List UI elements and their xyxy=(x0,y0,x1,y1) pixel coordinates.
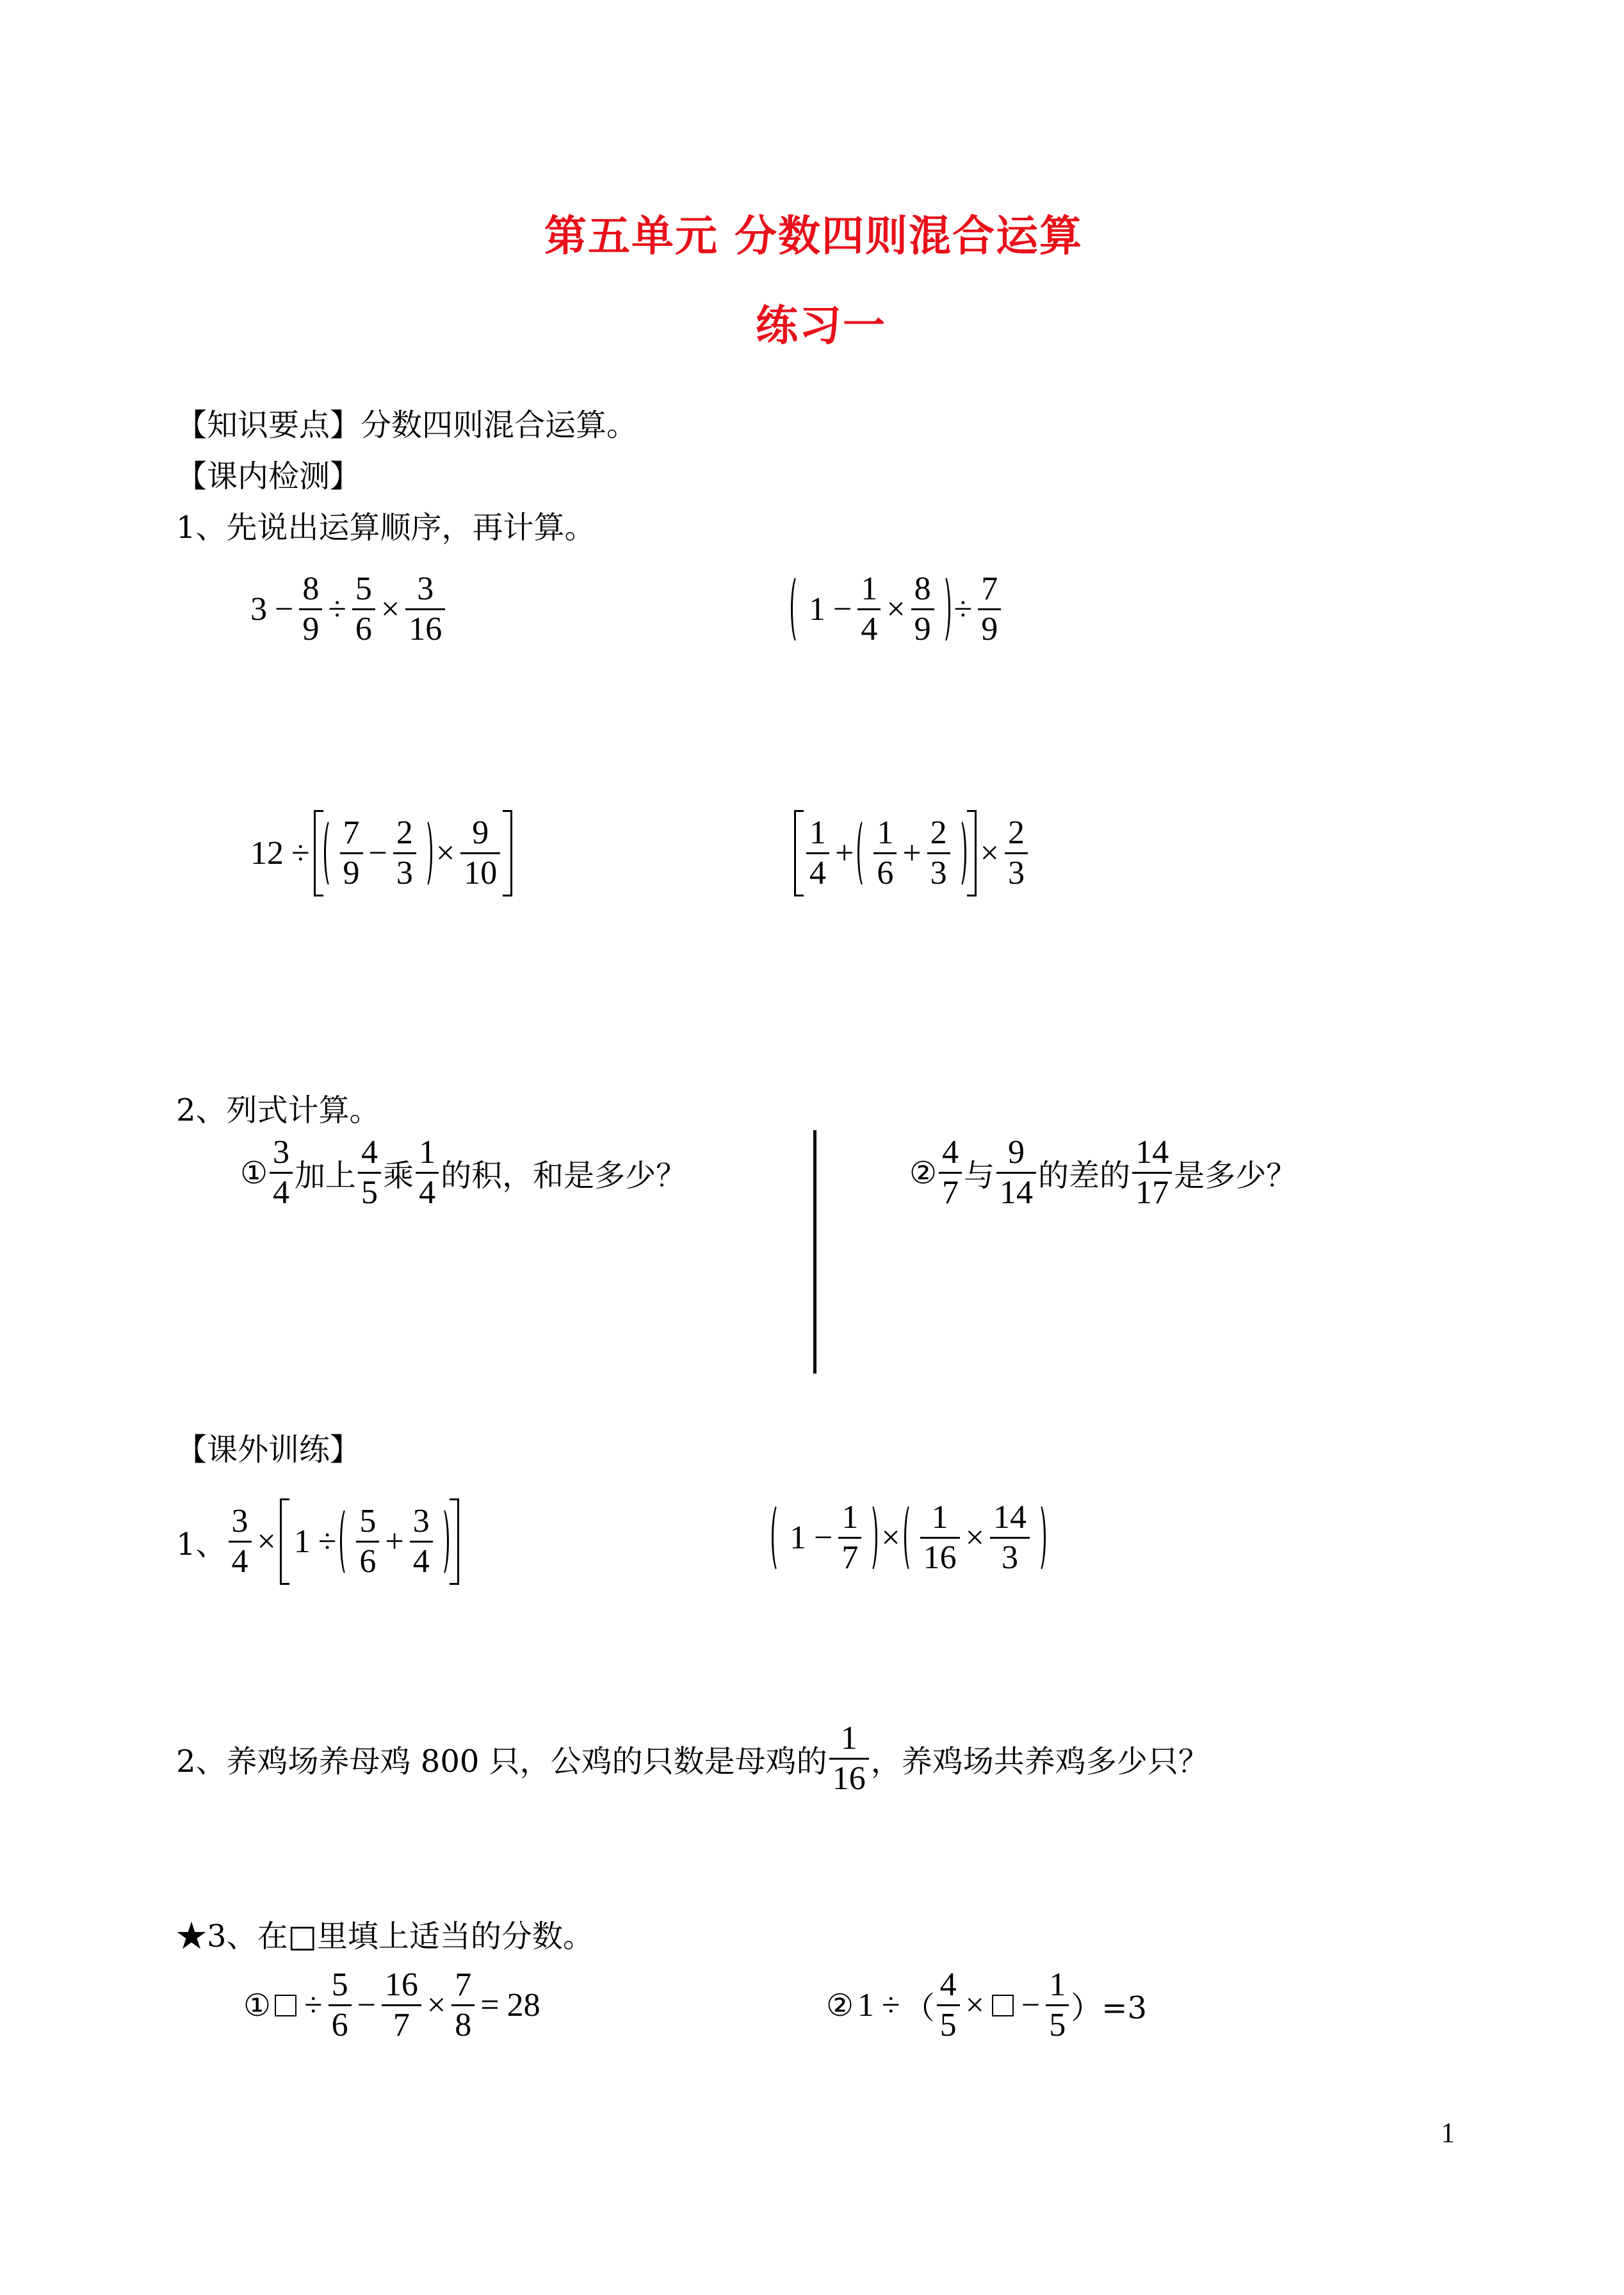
fraction xyxy=(356,1502,379,1581)
fraction xyxy=(937,1966,960,2045)
number: 1 xyxy=(293,1523,311,1560)
fraction xyxy=(806,814,829,893)
minus-sign: − xyxy=(1021,1987,1041,2023)
square-brackets xyxy=(280,1498,459,1585)
numerator: 1 xyxy=(840,1720,857,1756)
knowledge-points: 【知识要点】分数四则混合运算。 xyxy=(176,407,638,443)
numerator: 4 xyxy=(361,1134,378,1171)
text: 加上 xyxy=(295,1158,357,1194)
fraction xyxy=(990,1498,1030,1577)
fraction xyxy=(451,1966,475,2045)
fraction xyxy=(1005,814,1028,893)
fraction xyxy=(299,570,322,649)
denominator: 7 xyxy=(841,1539,859,1576)
numerator: 5 xyxy=(355,571,372,607)
left-paren: （ xyxy=(904,1990,935,2026)
page-subtitle: 练习一 xyxy=(756,300,886,350)
times-sign: × xyxy=(380,591,400,628)
fraction xyxy=(382,1966,421,2045)
fraction xyxy=(920,1498,960,1577)
denominator: 17 xyxy=(1135,1174,1169,1211)
denominator: 8 xyxy=(455,2007,472,2043)
fraction xyxy=(405,570,445,649)
fraction xyxy=(229,1502,252,1581)
numerator: 8 xyxy=(302,571,320,607)
denominator: 4 xyxy=(231,1543,248,1580)
item-number: 1、 xyxy=(176,1527,227,1562)
numerator: 3 xyxy=(231,1503,248,1539)
denominator: 9 xyxy=(914,611,931,647)
denominator: 16 xyxy=(923,1539,957,1576)
q1-expression-2 xyxy=(791,570,1003,649)
text: 乘 xyxy=(383,1158,414,1194)
denominator: 16 xyxy=(832,1760,866,1797)
question-2-label: 2、列式计算。 xyxy=(176,1092,380,1128)
number: 1 xyxy=(809,591,825,628)
number: 3 xyxy=(250,591,267,628)
numerator: 2 xyxy=(396,815,413,851)
denominator: 9 xyxy=(343,855,360,891)
numerator: 14 xyxy=(1135,1134,1169,1171)
q1-expression-4 xyxy=(794,810,1030,896)
right-paren-result: ）=3 xyxy=(1071,1990,1148,2026)
fraction xyxy=(911,570,934,649)
text: 的积，和是多少？ xyxy=(441,1158,687,1194)
minus-sign: − xyxy=(275,591,294,628)
denominator: 4 xyxy=(273,1174,290,1211)
q1-expression-3 xyxy=(247,810,512,896)
in-class-heading: 【课内检测】 xyxy=(176,458,361,494)
numerator: 3 xyxy=(417,571,434,607)
fraction xyxy=(829,1719,869,1798)
number: 1 xyxy=(790,1520,806,1556)
divide-sign: ÷ xyxy=(318,1523,337,1560)
numerator: 2 xyxy=(930,815,947,851)
text: 与 xyxy=(964,1158,995,1194)
fraction xyxy=(873,814,897,893)
denominator: 5 xyxy=(1049,2007,1066,2043)
q2-item-1 xyxy=(240,1133,686,1212)
fraction xyxy=(978,570,1001,649)
denominator: 9 xyxy=(302,611,320,647)
denominator: 3 xyxy=(396,855,413,891)
minus-sign: − xyxy=(368,835,387,872)
numerator: 3 xyxy=(273,1134,290,1171)
times-sign: × xyxy=(257,1523,276,1560)
times-sign: × xyxy=(980,835,999,872)
denominator: 4 xyxy=(412,1543,430,1580)
denominator: 7 xyxy=(393,2007,410,2043)
denominator: 7 xyxy=(942,1174,959,1211)
numerator: 1 xyxy=(809,815,826,851)
numerator: 5 xyxy=(359,1503,377,1539)
x1-expression-2 xyxy=(772,1498,1046,1577)
times-sign: × xyxy=(965,1987,984,2023)
denominator: 5 xyxy=(939,2007,957,2043)
item-number: ② xyxy=(909,1155,938,1191)
denominator: 16 xyxy=(409,611,443,647)
numerator: 1 xyxy=(1049,1967,1066,2003)
fraction xyxy=(393,814,416,893)
plus-sign: + xyxy=(902,835,922,872)
minus-sign: − xyxy=(833,591,852,628)
denominator: 4 xyxy=(861,611,878,647)
square-brackets xyxy=(794,810,977,896)
fraction xyxy=(352,570,375,649)
x3-label: ★3、在□里填上适当的分数。 xyxy=(176,1918,594,1954)
number: 12 xyxy=(250,835,284,872)
numerator: 9 xyxy=(472,815,489,851)
numerator: 9 xyxy=(1008,1134,1025,1171)
denominator: 4 xyxy=(809,855,826,891)
text: 的差的 xyxy=(1038,1158,1131,1194)
item-number: ① xyxy=(240,1155,268,1191)
numerator: 1 xyxy=(841,1499,859,1536)
times-sign: × xyxy=(965,1520,984,1556)
denominator: 4 xyxy=(419,1174,436,1211)
numerator: 4 xyxy=(942,1134,959,1171)
q2-item-2 xyxy=(909,1133,1297,1212)
denominator: 6 xyxy=(877,855,894,891)
minus-sign: − xyxy=(357,1987,376,2023)
divide-sign: ÷ xyxy=(291,835,310,872)
fraction xyxy=(329,1966,352,2045)
divider-line xyxy=(813,1130,816,1374)
fraction xyxy=(410,1502,433,1581)
denominator: 5 xyxy=(361,1174,378,1211)
x3-equation-2 xyxy=(826,1966,1147,2045)
numerator: 16 xyxy=(384,1967,418,2003)
parentheses xyxy=(904,1498,1046,1577)
x1-expression-1 xyxy=(176,1498,459,1585)
numerator: 2 xyxy=(1007,815,1025,851)
blank-box xyxy=(992,1995,1014,2016)
fraction xyxy=(358,1133,381,1212)
numerator: 7 xyxy=(455,1967,472,2003)
fraction xyxy=(838,1498,861,1577)
divide-sign: ÷ xyxy=(882,1987,900,2023)
fraction xyxy=(340,814,363,893)
blank-box xyxy=(275,1995,296,2016)
divide-sign: ÷ xyxy=(954,591,973,628)
divide-sign: ÷ xyxy=(328,591,346,628)
denominator: 6 xyxy=(359,1543,377,1580)
minus-sign: − xyxy=(814,1520,833,1556)
numerator: 7 xyxy=(343,815,360,851)
question-text: 2、养鸡场养母鸡 800 只，公鸡的只数是母鸡的 xyxy=(176,1744,827,1780)
parentheses xyxy=(857,814,966,893)
item-number: ② xyxy=(826,1987,854,2023)
numerator: 1 xyxy=(419,1134,436,1171)
times-sign: × xyxy=(426,1987,446,2023)
x3-equation-1 xyxy=(243,1966,544,2045)
question-1-label: 1、先说出运算顺序，再计算。 xyxy=(176,510,596,546)
fraction xyxy=(857,570,881,649)
parentheses xyxy=(791,570,950,649)
numerator: 1 xyxy=(861,571,878,607)
fraction xyxy=(270,1133,293,1212)
parentheses xyxy=(772,1498,877,1577)
extra-training-heading: 【课外训练】 xyxy=(176,1432,361,1468)
fraction xyxy=(1046,1966,1069,2045)
q1-expression-1 xyxy=(247,570,447,649)
fraction xyxy=(460,814,500,893)
numerator: 4 xyxy=(939,1967,957,2003)
times-sign: × xyxy=(881,1520,900,1556)
denominator: 9 xyxy=(981,611,998,647)
numerator: 5 xyxy=(331,1967,348,2003)
denominator: 6 xyxy=(331,2007,348,2043)
number: 1 xyxy=(857,1987,875,2023)
result: 28 xyxy=(507,1987,540,2023)
denominator: 3 xyxy=(930,855,947,891)
plus-sign: + xyxy=(835,835,854,872)
denominator: 3 xyxy=(1001,1539,1018,1576)
square-brackets xyxy=(314,810,513,896)
fraction xyxy=(1132,1133,1172,1212)
text: 是多少？ xyxy=(1174,1158,1297,1194)
times-sign: × xyxy=(886,591,905,628)
numerator: 7 xyxy=(981,571,998,607)
denominator: 14 xyxy=(1000,1174,1034,1211)
numerator: 8 xyxy=(914,571,931,607)
times-sign: × xyxy=(435,835,455,872)
fraction xyxy=(416,1133,439,1212)
fraction xyxy=(927,814,950,893)
divide-sign: ÷ xyxy=(304,1987,323,2023)
numerator: 3 xyxy=(412,1503,430,1539)
page-number: 1 xyxy=(1441,2117,1455,2148)
question-text: ，养鸡场共养鸡多少只？ xyxy=(870,1744,1209,1780)
numerator: 1 xyxy=(877,815,894,851)
fraction xyxy=(996,1133,1036,1212)
equals-sign: = xyxy=(480,1987,499,2023)
page-title: 第五单元 分数四则混合运算 xyxy=(544,211,1083,261)
denominator: 3 xyxy=(1007,855,1025,891)
numerator: 1 xyxy=(931,1499,948,1536)
fraction xyxy=(939,1133,962,1212)
x2-question xyxy=(176,1719,1209,1798)
denominator: 10 xyxy=(464,855,498,891)
denominator: 6 xyxy=(355,611,372,647)
item-number: ① xyxy=(243,1987,272,2023)
numerator: 14 xyxy=(993,1499,1027,1536)
parentheses xyxy=(324,814,432,893)
parentheses xyxy=(340,1502,448,1581)
plus-sign: + xyxy=(385,1523,404,1560)
